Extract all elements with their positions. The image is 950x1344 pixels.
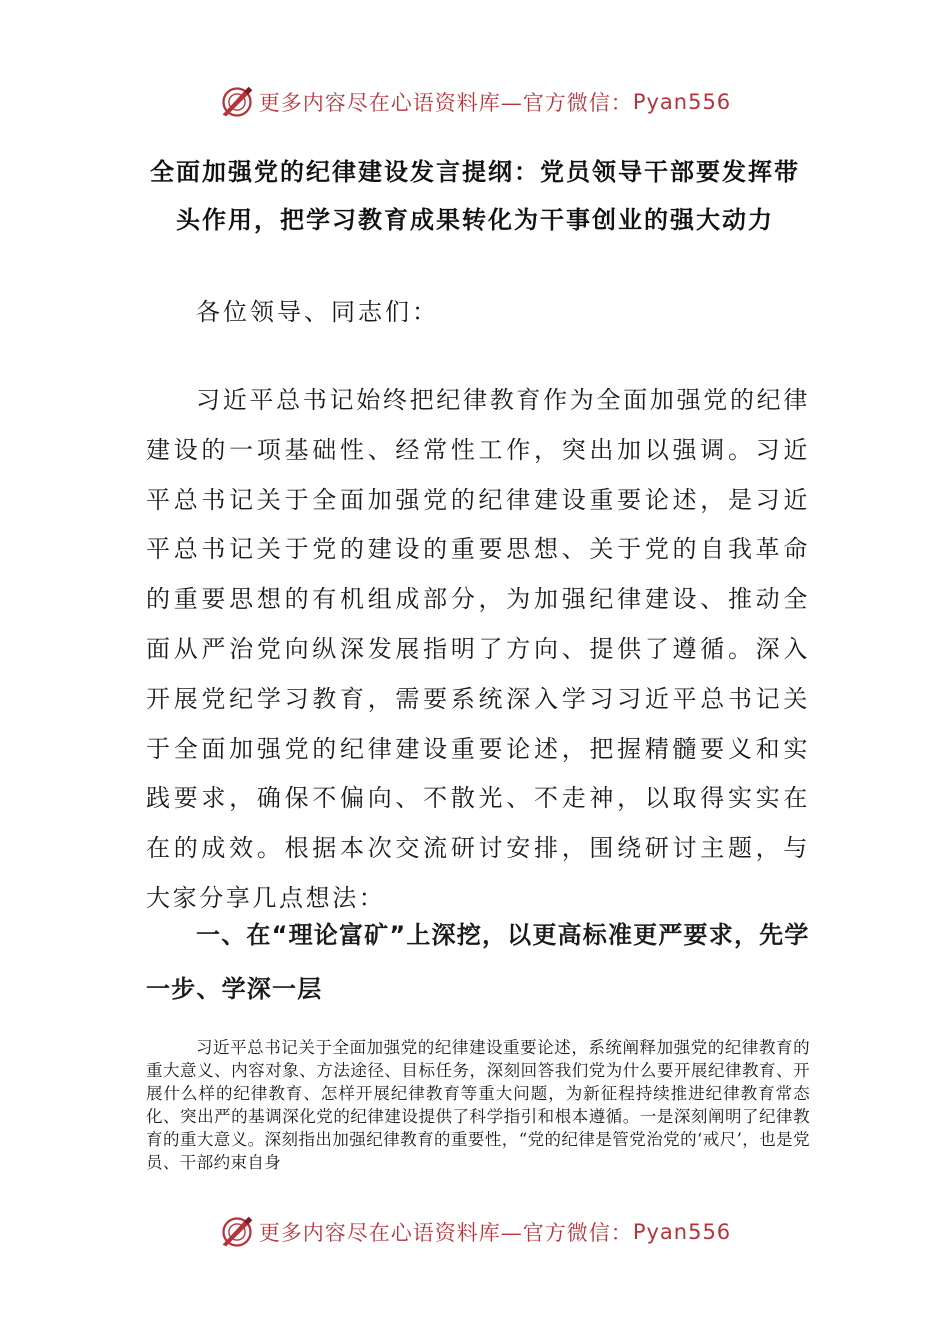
section-1-heading: 一、在“理论富矿”上深挖，以更高标准更严要求，先学一步、学深一层: [146, 921, 810, 1003]
document-title-line-2: 头作用，把学习教育成果转化为干事创业的强大动力: [176, 206, 774, 234]
salutation: 各位领导、同志们：: [196, 298, 439, 326]
header-banner: [0, 82, 950, 122]
banner-text: 更多内容尽在心语资料库—官方微信：: [258, 91, 633, 115]
wechat-id: Pyan556: [632, 90, 732, 114]
pen-logo-icon: [219, 84, 255, 120]
paragraph-1: 习近平总书记始终把纪律教育作为全面加强党的纪律建设的一项基础性、经常性工作，突出加以强调。习近平总书记关于全面加强党的纪律建设重要论述，是习近平总书记关于党的建设的重要思想、关于党的自我革命的重要思想的有机组成部分，为加强纪律建设、推动全面从严治党向纵深发展指明了方向、提供了遵循。深入开展党纪学习教育，需要系统深入学习习近平总书记关于全面加强党的纪律建设重要论述，把握精髓要义和实践要求，确保不偏向、不散光、不走神，以取得实实在在的成效。根据本次交流研讨安排，围绕研讨主题，与大家分享几点想法：: [146, 386, 810, 912]
footer-banner: [0, 1212, 950, 1252]
banner-text: 更多内容尽在心语资料库—官方微信：: [258, 1221, 633, 1245]
document-title-line-1: 全面加强党的纪律建设发言提纲：党员领导干部要发挥带: [150, 158, 800, 186]
paragraph-2: 习近平总书记关于全面加强党的纪律建设重要论述，系统阐释加强党的纪律教育的重大意义、内容对象、方法途径、目标任务，深刻回答我们党为什么要开展纪律教育、开展什么样的纪律教育、怎样开展纪律教育等重大问题，为新征程持续推进纪律教育常态化、突出严的基调深化党的纪律建设提供了科学指引和根本遵循。一是深刻阐明了纪律教育的重大意义。深刻指出加强纪律教育的重要性，“党的纪律是管党治党的‘戒尺’，也是党员、干部约束自身: [146, 1038, 810, 1172]
wechat-id: Pyan556: [632, 1220, 732, 1244]
pen-logo-icon: [219, 1214, 255, 1250]
